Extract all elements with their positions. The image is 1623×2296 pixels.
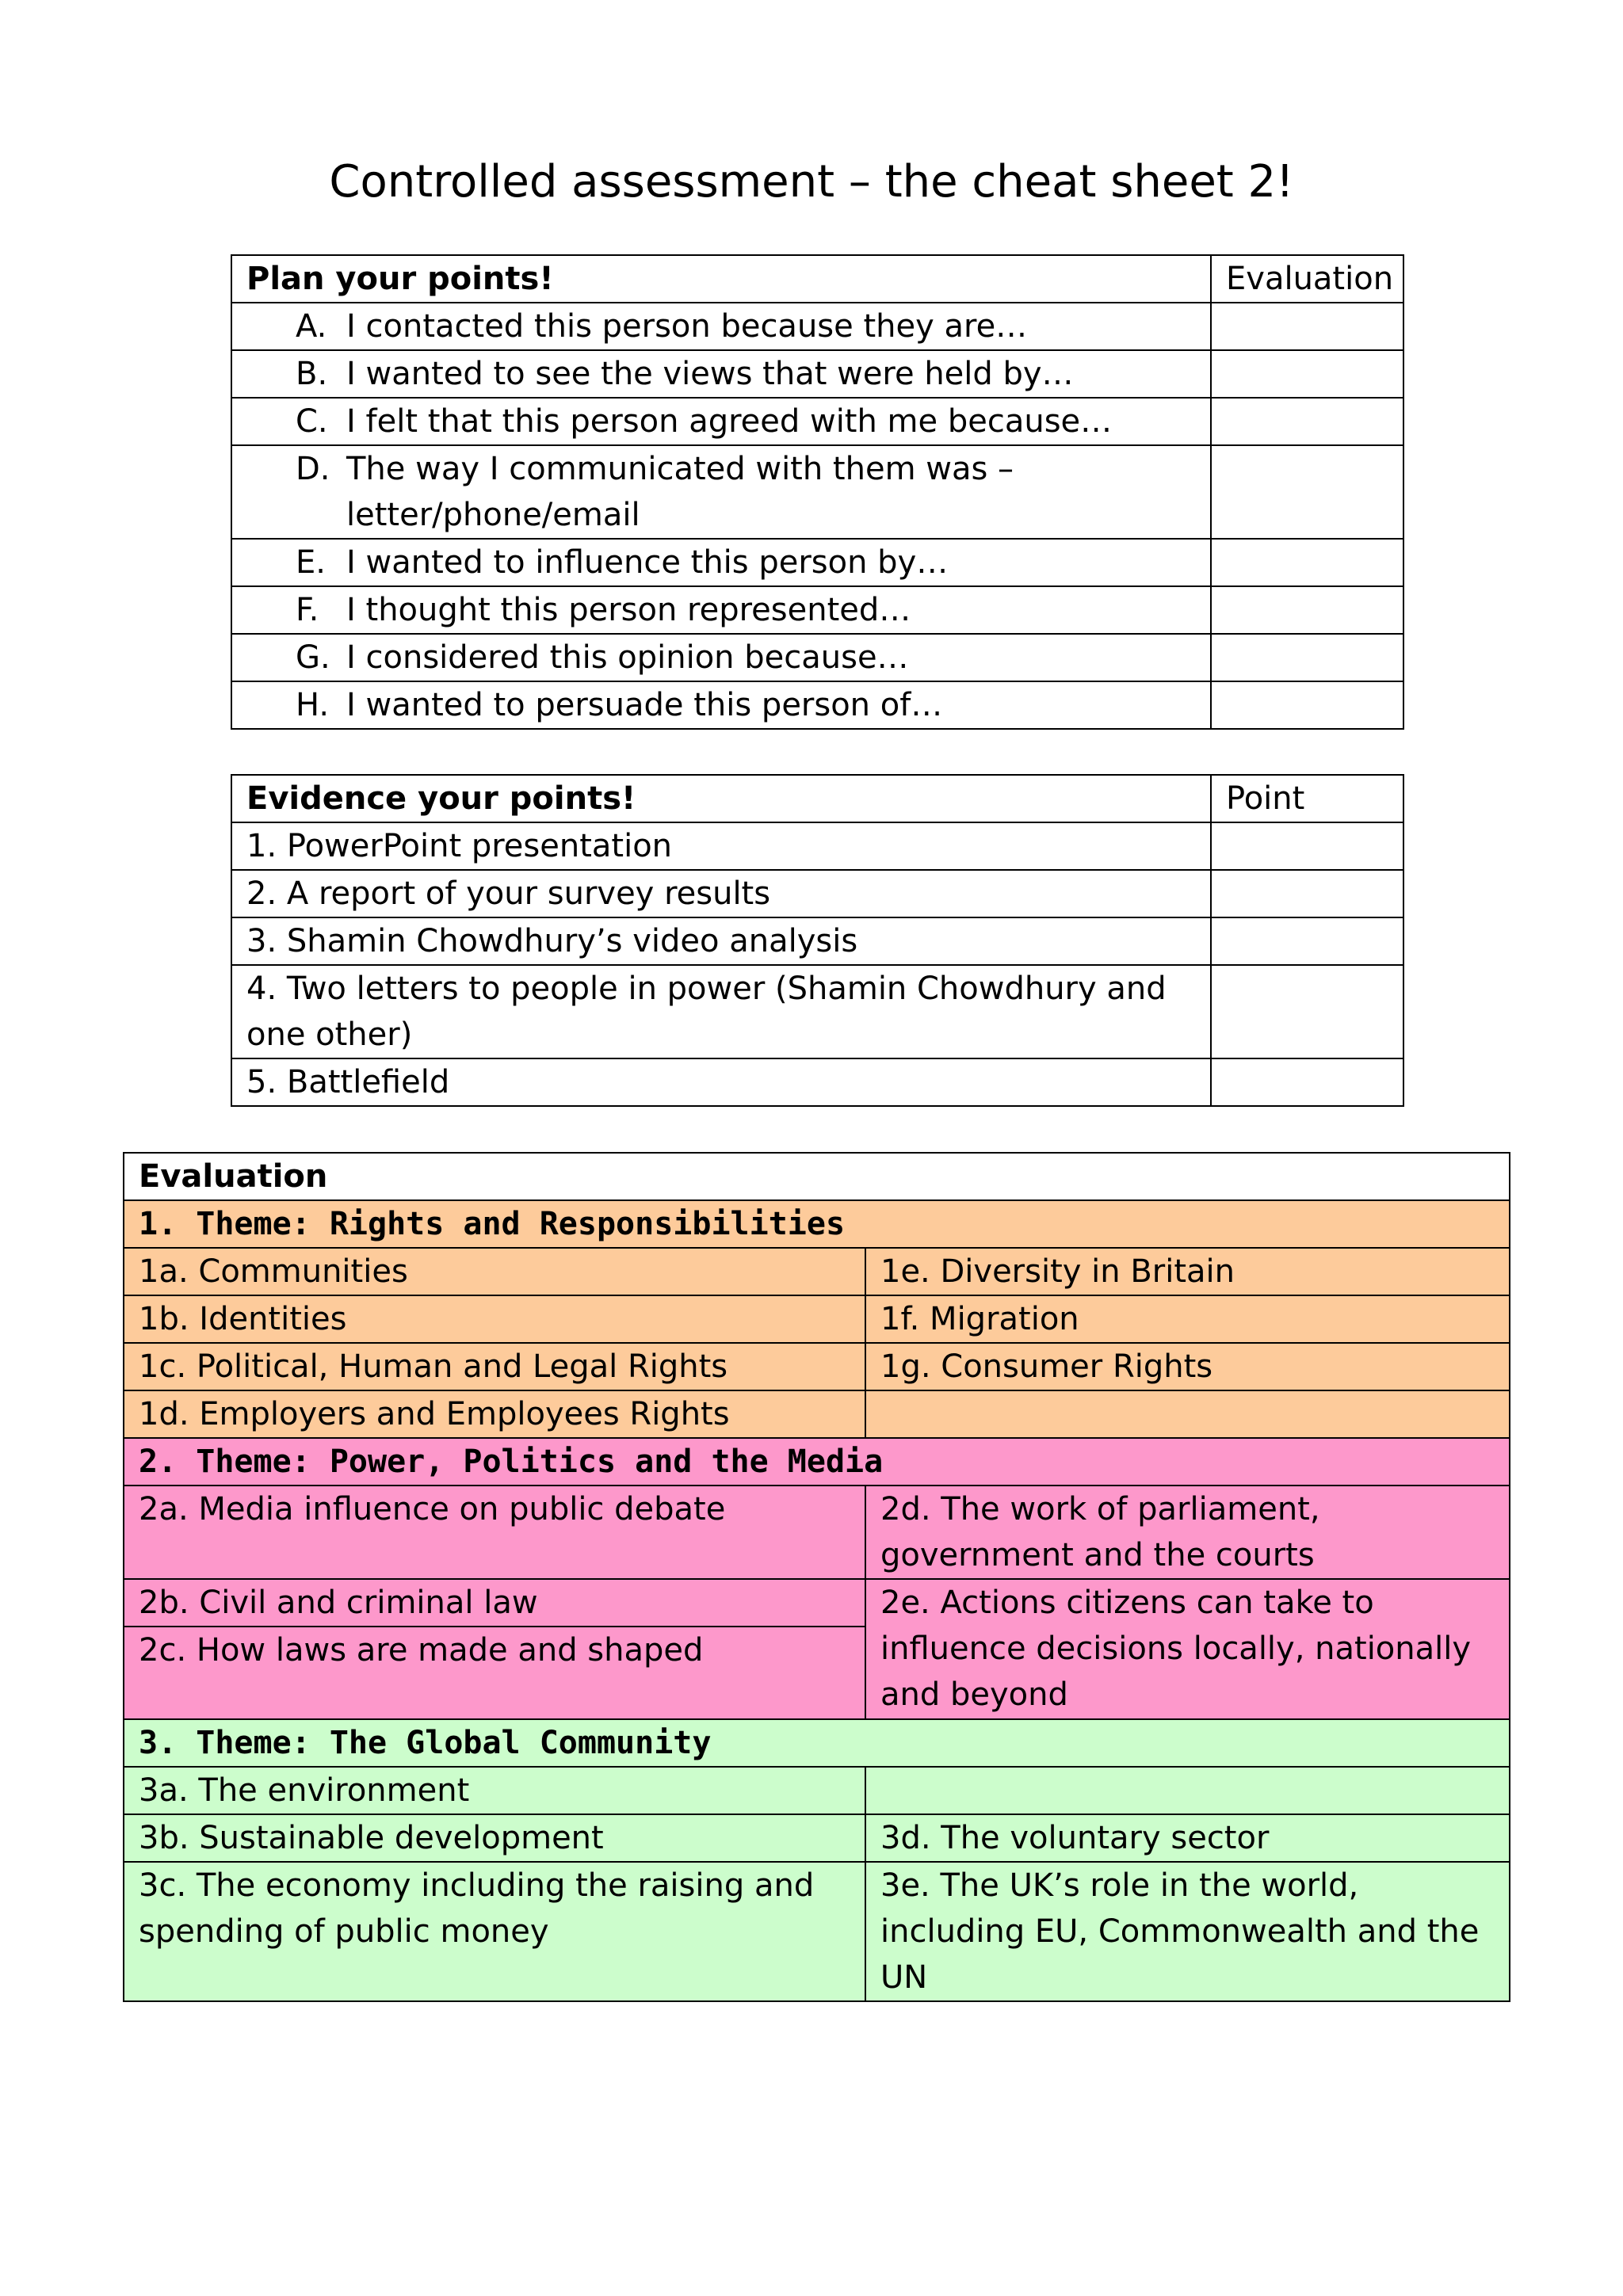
evaluation-cell[interactable] bbox=[1211, 586, 1403, 634]
evaluation-cell[interactable] bbox=[1211, 445, 1403, 539]
topic-3a: 3a. The environment bbox=[124, 1767, 865, 1814]
table-header-row bbox=[231, 775, 1403, 822]
plan-item-text: I thought this person represented… bbox=[346, 592, 911, 628]
table-row bbox=[124, 1767, 1510, 1814]
plan-item-text: The way I communicated with them was – letter/phone/email bbox=[346, 451, 1014, 533]
table-row bbox=[124, 1486, 1510, 1579]
empty-cell bbox=[865, 1767, 1510, 1814]
plan-item-text: I contacted this person because they are… bbox=[346, 308, 1028, 345]
plan-item bbox=[231, 398, 1211, 445]
theme-heading-row bbox=[124, 1438, 1510, 1486]
table-row bbox=[124, 1862, 1510, 2001]
plan-item-letter: D. bbox=[296, 451, 330, 487]
plan-item bbox=[231, 586, 1211, 634]
table-row bbox=[231, 634, 1403, 681]
topic-1c: 1c. Political, Human and Legal Rights bbox=[124, 1343, 865, 1390]
table-row bbox=[231, 350, 1403, 398]
plan-item bbox=[231, 634, 1211, 681]
plan-item bbox=[231, 303, 1211, 350]
evaluation-cell[interactable] bbox=[1211, 398, 1403, 445]
plan-item-letter: G. bbox=[296, 639, 330, 676]
plan-item bbox=[231, 681, 1211, 729]
plan-item-letter: H. bbox=[296, 687, 330, 723]
plan-item-letter: B. bbox=[296, 356, 328, 392]
topic-2e: 2e. Actions citizens can take to influence decisions locally, nationally and beyond bbox=[865, 1579, 1510, 1719]
topic-3b: 3b. Sustainable development bbox=[124, 1814, 865, 1862]
topic-1a: 1a. Communities bbox=[124, 1248, 865, 1295]
plan-item-text: I felt that this person agreed with me because… bbox=[346, 403, 1113, 440]
plan-item-text: I wanted to see the views that were held by… bbox=[346, 356, 1074, 392]
point-cell[interactable] bbox=[1211, 917, 1403, 965]
empty-cell bbox=[865, 1390, 1510, 1438]
table-row bbox=[231, 539, 1403, 586]
plan-item-letter: C. bbox=[296, 403, 328, 440]
table-header-row bbox=[124, 1153, 1510, 1200]
plan-item-letter: E. bbox=[296, 544, 326, 581]
table-row bbox=[231, 681, 1403, 729]
evaluation-table-header: Evaluation bbox=[124, 1153, 1510, 1200]
evidence-points-table bbox=[231, 774, 1404, 1107]
plan-item-text: I wanted to influence this person by… bbox=[346, 544, 949, 581]
topic-3c: 3c. The economy including the raising and spending of public money bbox=[124, 1862, 865, 2001]
table-row bbox=[124, 1579, 1510, 1627]
table-row bbox=[231, 586, 1403, 634]
evidence-header: Evidence your points! bbox=[231, 775, 1211, 822]
topic-1d: 1d. Employers and Employees Rights bbox=[124, 1390, 865, 1438]
plan-header: Plan your points! bbox=[231, 255, 1211, 303]
plan-item-text: I considered this opinion because… bbox=[346, 639, 909, 676]
evaluation-cell[interactable] bbox=[1211, 634, 1403, 681]
table-row bbox=[231, 445, 1403, 539]
topic-3d: 3d. The voluntary sector bbox=[865, 1814, 1510, 1862]
evaluation-themes-table bbox=[123, 1152, 1510, 2002]
evaluation-cell[interactable] bbox=[1211, 303, 1403, 350]
theme-2-title: 2. Theme: Power, Politics and the Media bbox=[124, 1438, 1510, 1486]
table-row bbox=[231, 870, 1403, 917]
topic-2c: 2c. How laws are made and shaped bbox=[124, 1627, 865, 1719]
plan-item-letter: A. bbox=[296, 308, 327, 345]
point-cell[interactable] bbox=[1211, 965, 1403, 1058]
topic-1f: 1f. Migration bbox=[865, 1295, 1510, 1343]
topic-2d: 2d. The work of parliament, government and the courts bbox=[865, 1486, 1510, 1579]
topic-1e: 1e. Diversity in Britain bbox=[865, 1248, 1510, 1295]
evidence-item: 5. Battlefield bbox=[231, 1058, 1211, 1106]
table-row bbox=[231, 303, 1403, 350]
plan-item bbox=[231, 539, 1211, 586]
theme-heading-row bbox=[124, 1200, 1510, 1248]
plan-item-text: I wanted to persuade this person of… bbox=[346, 687, 943, 723]
table-row bbox=[124, 1295, 1510, 1343]
table-header-row bbox=[231, 255, 1403, 303]
topic-2a: 2a. Media influence on public debate bbox=[124, 1486, 865, 1579]
table-row bbox=[231, 917, 1403, 965]
evidence-item: 3. Shamin Chowdhury’s video analysis bbox=[231, 917, 1211, 965]
topic-3e: 3e. The UK’s role in the world, including EU, Commonwealth and the UN bbox=[865, 1862, 1510, 2001]
table-row bbox=[231, 822, 1403, 870]
point-cell[interactable] bbox=[1211, 1058, 1403, 1106]
plan-item-letter: F. bbox=[296, 592, 319, 628]
topic-1g: 1g. Consumer Rights bbox=[865, 1343, 1510, 1390]
plan-item bbox=[231, 445, 1211, 539]
topic-2b: 2b. Civil and criminal law bbox=[124, 1579, 865, 1627]
evaluation-header: Evaluation bbox=[1211, 255, 1403, 303]
table-row bbox=[231, 965, 1403, 1058]
table-row bbox=[124, 1248, 1510, 1295]
table-row bbox=[124, 1814, 1510, 1862]
page-title: Controlled assessment – the cheat sheet 2! bbox=[329, 156, 1294, 208]
evaluation-cell[interactable] bbox=[1211, 681, 1403, 729]
evaluation-cell[interactable] bbox=[1211, 350, 1403, 398]
plan-item bbox=[231, 350, 1211, 398]
table-row bbox=[231, 398, 1403, 445]
table-row bbox=[231, 1058, 1403, 1106]
theme-1-title: 1. Theme: Rights and Responsibilities bbox=[124, 1200, 1510, 1248]
evaluation-cell[interactable] bbox=[1211, 539, 1403, 586]
topic-1b: 1b. Identities bbox=[124, 1295, 865, 1343]
table-row bbox=[124, 1390, 1510, 1438]
evidence-item: 4. Two letters to people in power (Shamin Chowdhury and one other) bbox=[231, 965, 1211, 1058]
point-header: Point bbox=[1211, 775, 1403, 822]
theme-heading-row bbox=[124, 1719, 1510, 1767]
evidence-item: 2. A report of your survey results bbox=[231, 870, 1211, 917]
plan-points-table bbox=[231, 254, 1404, 730]
point-cell[interactable] bbox=[1211, 870, 1403, 917]
point-cell[interactable] bbox=[1211, 822, 1403, 870]
theme-3-title: 3. Theme: The Global Community bbox=[124, 1719, 1510, 1767]
table-row bbox=[124, 1343, 1510, 1390]
evidence-item: 1. PowerPoint presentation bbox=[231, 822, 1211, 870]
